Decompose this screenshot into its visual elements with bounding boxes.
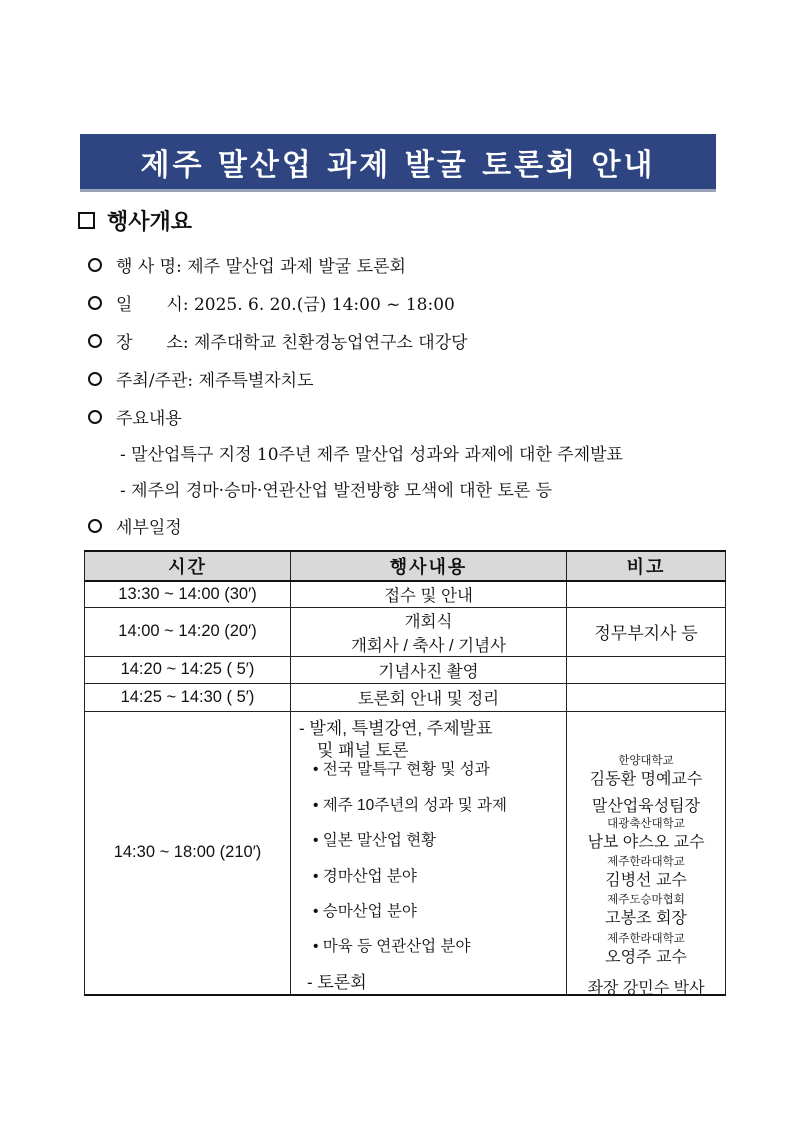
program-detail [291, 712, 566, 994]
table-row [85, 581, 726, 607]
header-time: 시간 [85, 551, 291, 581]
host-label: 주최/주관: [116, 371, 194, 391]
speaker-org: 대광축산대학교 [607, 817, 685, 830]
date-label: 일 시: [116, 295, 189, 315]
date-value: 2025. 6. 20.(금) 14:00 ~ 18:00 [193, 295, 455, 315]
row-content [291, 607, 567, 656]
host-value: 제주특별자치도 [198, 371, 314, 391]
table-row [85, 683, 726, 711]
overview-name [88, 252, 406, 277]
circle-bullet-icon [88, 372, 102, 386]
speaker-person: 김병선 교수 [605, 871, 687, 889]
name-label: 행 사 명: [116, 257, 182, 277]
speaker-person: 말산업육성팀장 [591, 797, 701, 815]
schedule-table [84, 550, 726, 996]
header-note: 비고 [567, 551, 726, 581]
content-item: - 말산업특구 지정 10주년 제주 말산업 성과와 과제에 대한 주제발표 [120, 445, 623, 465]
table-row [85, 607, 726, 656]
overview-date [88, 290, 455, 315]
table-row [85, 711, 726, 995]
section-heading-text: 행사개요 [107, 210, 193, 235]
row-note [567, 581, 726, 607]
circle-bullet-icon [88, 410, 102, 424]
place-label: 장 소: [116, 333, 189, 353]
content-item: - 제주의 경마·승마·연관산업 발전방향 모색에 대한 토론 등 [120, 481, 553, 501]
speaker-list [567, 715, 725, 997]
speaker-cell [567, 711, 726, 995]
row-note [567, 656, 726, 683]
circle-bullet-icon [88, 258, 102, 272]
row-time: 13:30 ~ 14:00 (30′) [85, 581, 291, 607]
topic-item: • 전국 말특구 현황 및 성과 [313, 760, 490, 778]
place-value: 제주대학교 친환경농업연구소 대강당 [193, 333, 468, 353]
moderator: 좌장 강민수 박사 [587, 979, 705, 997]
row-time: 14:20 ~ 14:25 ( 5′) [85, 656, 291, 683]
row-content: 기념사진 촬영 [291, 656, 567, 683]
program-detail-cell [291, 711, 567, 995]
debate-line: - 토론회 [307, 972, 367, 992]
speaker-org: 제주도승마협회 [607, 893, 685, 906]
circle-bullet-icon [88, 519, 102, 533]
speaker-org: 한양대학교 [618, 754, 674, 767]
speaker-org: 제주한라대학교 [607, 932, 685, 945]
row-note: 정무부지사 등 [567, 607, 726, 656]
row-time: 14:00 ~ 14:20 (20′) [85, 607, 291, 656]
row-content-line: 개회식 [404, 612, 453, 631]
content-label: 주요내용 [116, 409, 182, 429]
table-row [85, 656, 726, 683]
topic-item: • 일본 말산업 현황 [313, 831, 437, 849]
checkbox-icon [78, 212, 95, 229]
topic-item: • 승마산업 분야 [313, 902, 417, 920]
presentation-line: 및 패널 토론 [317, 740, 409, 760]
speaker-person: 남보 야스오 교수 [587, 833, 705, 851]
row-time: 14:25 ~ 14:30 ( 5′) [85, 683, 291, 711]
row-content: 접수 및 안내 [291, 581, 567, 607]
speaker-person: 오영주 교수 [605, 948, 687, 966]
row-content-line: 개회사 / 축사 / 기념사 [350, 636, 507, 655]
overview-host [88, 366, 314, 391]
topic-item: • 마육 등 연관산업 분야 [313, 937, 471, 955]
schedule-label: 세부일정 [116, 518, 182, 538]
section-heading [78, 205, 192, 236]
topic-item: • 경마산업 분야 [313, 867, 417, 885]
row-note [567, 683, 726, 711]
circle-bullet-icon [88, 334, 102, 348]
overview-content [88, 404, 182, 429]
circle-bullet-icon [88, 296, 102, 310]
overview-place [88, 328, 468, 353]
page-title: 제주 말산업 과제 발굴 토론회 안내 [140, 147, 656, 183]
topic-item: • 제주 10주년의 성과 및 과제 [313, 796, 507, 814]
name-value: 제주 말산업 과제 발굴 토론회 [187, 257, 406, 277]
speaker-person: 고봉조 회장 [605, 909, 687, 927]
title-banner [80, 134, 716, 192]
overview-schedule [88, 513, 182, 538]
table-header-row [85, 551, 726, 581]
speaker-person: 김동환 명예교수 [589, 770, 703, 788]
presentation-line: - 발제, 특별강연, 주제발표 [299, 718, 493, 738]
header-content: 행사내용 [291, 551, 567, 581]
row-content: 토론회 안내 및 정리 [291, 683, 567, 711]
row-time: 14:30 ~ 18:00 (210′) [85, 711, 291, 995]
speaker-org: 제주한라대학교 [607, 855, 685, 868]
